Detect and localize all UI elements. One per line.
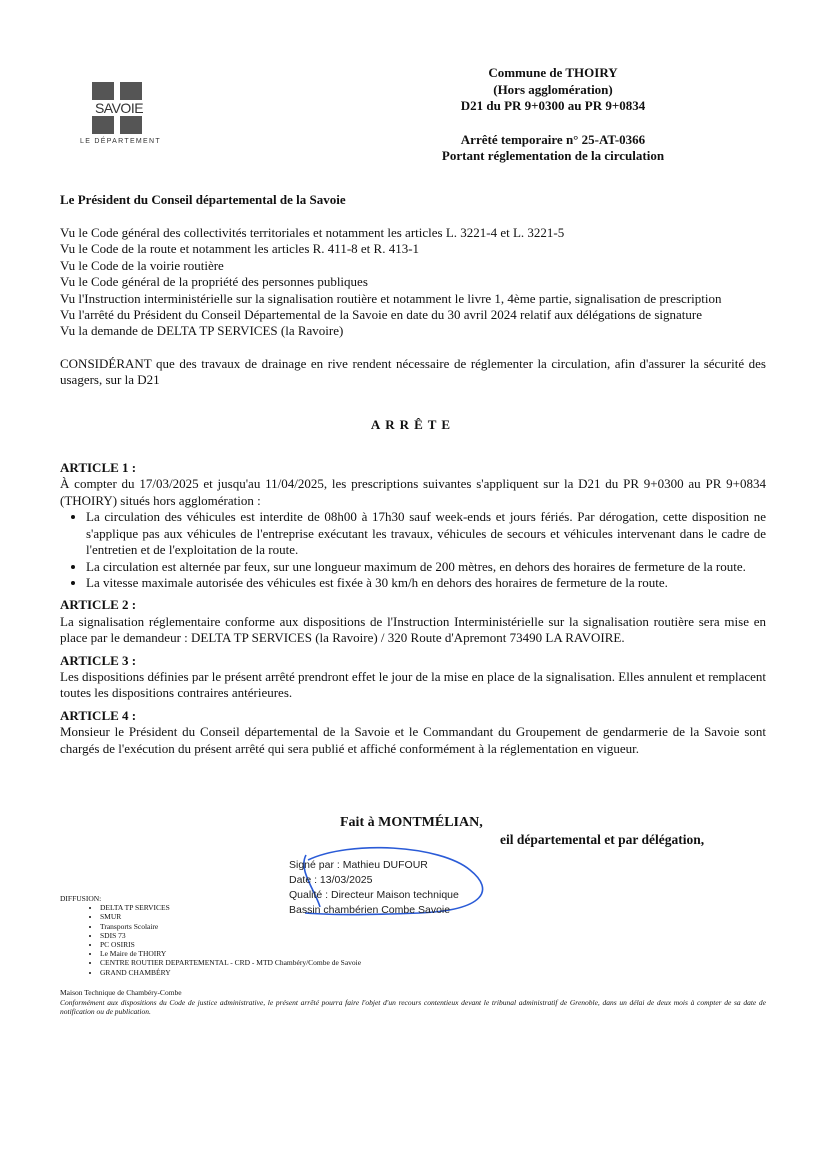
delegation-line: eil départemental et par délégation, — [500, 832, 705, 847]
vu-item: Vu le Code général des collectivités territoriales et notamment les articles L. 3221-4 et L. 3221-5 — [60, 225, 565, 240]
diffusion-block — [60, 894, 361, 977]
article-1-list — [60, 509, 766, 591]
diffusion-item: • SDIS 73 — [100, 931, 361, 940]
article-3-text: Les dispositions définies par le présent arrêté prendront effet le jour de la mise en place de la signalisation. Elles annulent et remplacent toutes les dispositions contraires antérieures. — [60, 668, 766, 701]
logo-name: SAVOIE — [94, 100, 144, 116]
article-1-title: ARTICLE 1 : — [60, 460, 137, 476]
article-1-bullet: • La circulation des véhicules est interdite de 08h00 à 17h30 sauf week-ends et jours fériés. Par dérogation, cette disposition ne s'applique pas aux véhicules de l'entreprise exécutant les travaux, véhicules de secours et véhicules intervenant dans le cadre de l'entretien et de l'exploitation de la route. — [86, 509, 766, 558]
article-4-text: Monsieur le Président du Conseil départemental de la Savoie et le Commandant du Groupement de gendarmerie de la Savoie sont chargés de l'exécution du présent arrêté qui sera publié et affiché conformément à la réglementation en vigueur. — [60, 724, 766, 756]
article-1-bullet: • La vitesse maximale autorisée des véhicules est fixée à 30 km/h en dehors des horaires de fermeture de la route. — [86, 575, 766, 591]
article-1-text: À compter du 17/03/2025 et jusqu'au 11/04/2025, les prescriptions suivantes s'appliquent sur la D21 du PR 9+0300 au PR 9+0834 (THOIRY) situés hors agglomération : — [60, 476, 766, 508]
commune: Commune de THOIRY — [488, 65, 618, 80]
signer-office: Bassin chambérien Combe Savoie — [289, 904, 451, 916]
savoie-logo — [80, 80, 168, 150]
diffusion-item: • PC OSIRIS — [100, 940, 361, 949]
fait-a: Fait à MONTMÉLIAN, — [340, 815, 483, 830]
signed-by: Signé par : Mathieu DUFOUR — [289, 859, 428, 871]
diffusion-item: • SMUR — [100, 912, 361, 921]
vu-item: Vu l'arrêté du Président du Conseil Départemental de la Savoie en date du 30 avril 2024 relatif aux délégations de signature — [60, 307, 702, 323]
footer-office: Maison Technique de Chambéry-Combe — [60, 988, 182, 997]
article-4-title: ARTICLE 4 : — [60, 707, 137, 723]
article-3-title: ARTICLE 3 : — [60, 652, 137, 668]
diffusion-list — [60, 903, 361, 977]
vu-item: Vu la demande de DELTA TP SERVICES (la Ravoire) — [60, 323, 344, 339]
diffusion-item: • DELTA TP SERVICES — [100, 903, 361, 912]
arrete-object: Portant réglementation de la circulation — [441, 148, 665, 163]
diffusion-title: DIFFUSION: — [60, 894, 102, 903]
footer — [60, 988, 766, 1017]
logo-subtitle: LE DÉPARTEMENT — [80, 138, 161, 145]
header-block — [380, 65, 726, 165]
considerant: CONSIDÉRANT que des travaux de drainage en rive rendent nécessaire de réglementer la circulation, afin d'assurer la sécurité des usagers, sur la D21 — [60, 355, 766, 388]
signer-role: Qualité : Directeur Maison technique — [289, 889, 459, 901]
article-2-text: La signalisation réglementaire conforme aux dispositions de l'Instruction Interministérielle sur la signalisation routière sera mise en place par le demandeur : DELTA TP SERVICES (la Ravoire) / 320 Route d'Apremont 73490 LA RAVOIRE. — [60, 613, 766, 646]
article-2-title: ARTICLE 2 : — [60, 597, 137, 613]
arrete-title: ARRÊTE — [370, 416, 456, 432]
diffusion-item: • Transports Scolaire — [100, 922, 361, 931]
footer-legal: Conformément aux dispositions du Code de justice administrative, le présent arrêté pourra faire l'objet d'un recours contentieux devant le tribunal administratif de Grenoble, dans un délai de deux mois à compter de sa date de notification ou de publication. — [60, 997, 766, 1016]
road-section: D21 du PR 9+0300 au PR 9+0834 — [460, 98, 646, 113]
vu-item: Vu l'Instruction interministérielle sur la signalisation routière et notamment le livre 1, 4ème partie, signalisation de prescription — [60, 290, 722, 306]
diffusion-item: • GRAND CHAMBÉRY — [100, 968, 361, 977]
document-body — [60, 225, 766, 757]
president-heading: Le Président du Conseil départemental de la Savoie — [60, 192, 346, 207]
signature-date: Date : 13/03/2025 — [289, 874, 373, 886]
vu-item: Vu le Code général de la propriété des personnes publiques — [60, 274, 368, 290]
vu-item: Vu le Code de la route et notamment les articles R. 411-8 et R. 413-1 — [60, 241, 420, 257]
vu-item: Vu le Code de la voirie routière — [60, 257, 224, 273]
vu-list — [60, 225, 766, 340]
diffusion-item: • CENTRE ROUTIER DEPARTEMENTAL - CRD - MTD Chambéry/Combe de Savoie — [100, 958, 361, 967]
arrete-number: Arrêté temporaire n° 25-AT-0366 — [460, 131, 646, 147]
article-1-bullet: • La circulation est alternée par feux, sur une longueur maximum de 200 mètres, en dehors des horaires de fermeture de la route. — [86, 559, 766, 575]
diffusion-item: • Le Maire de THOIRY — [100, 949, 361, 958]
zone: (Hors agglomération) — [493, 81, 613, 97]
